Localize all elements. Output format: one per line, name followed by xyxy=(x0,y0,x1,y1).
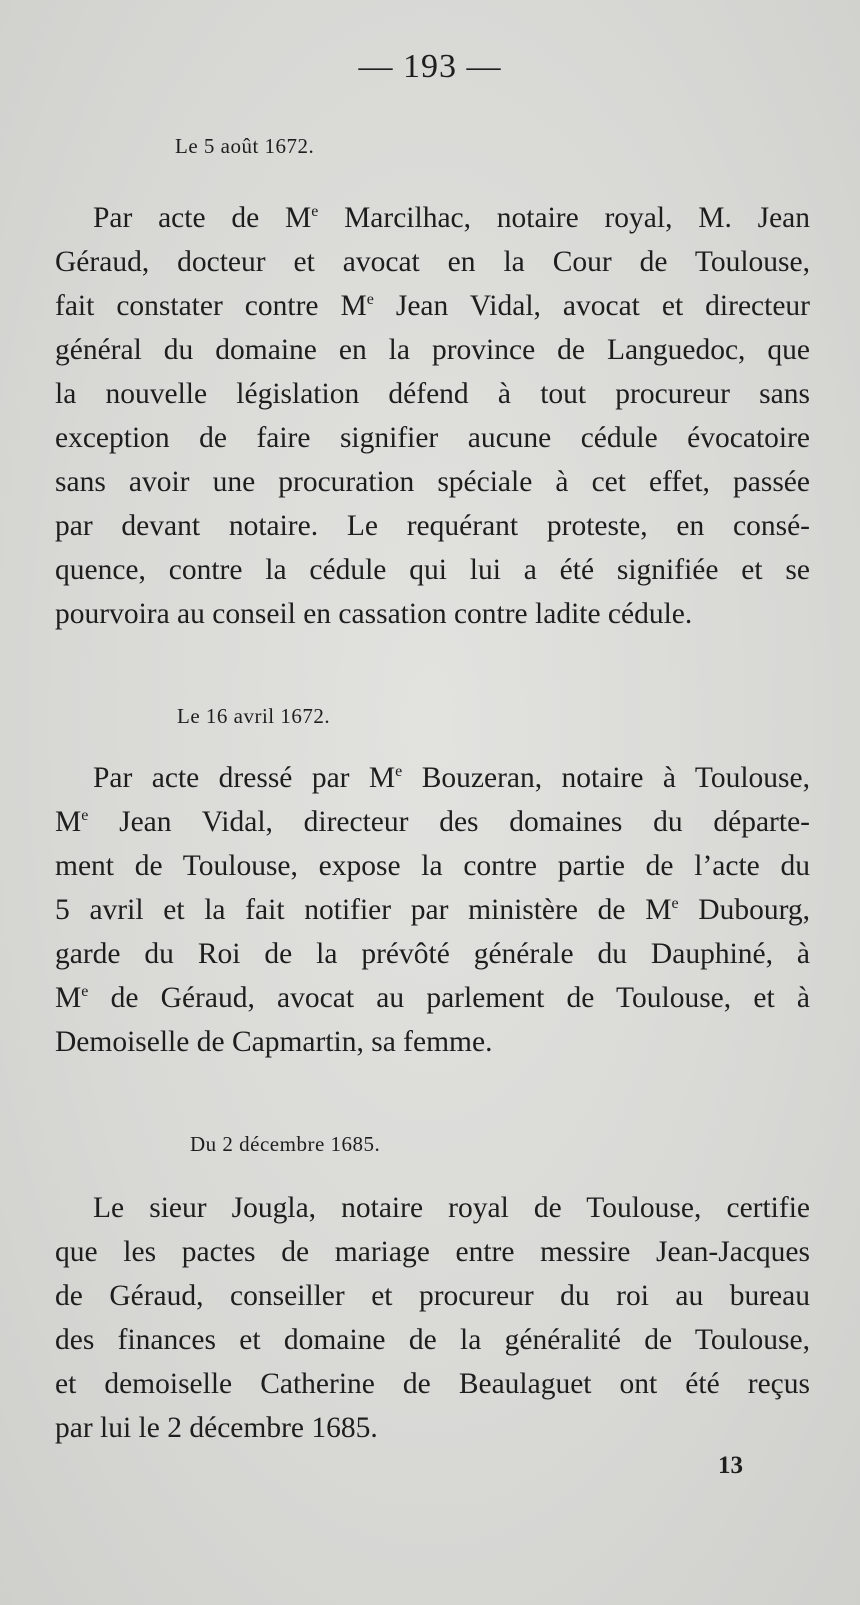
text-line: Le sieur Jougla, notaire royal de Toulouse, certifie xyxy=(93,1192,810,1224)
text-line: la nouvelle législation défend à tout procureur sans xyxy=(55,378,810,410)
entry-date: Du 2 décembre 1685. xyxy=(190,1132,381,1156)
entry-paragraph xyxy=(55,756,810,1064)
text-line: Demoiselle de Capmartin, sa femme. xyxy=(55,1026,493,1058)
entry-date: Le 5 août 1672. xyxy=(175,134,315,158)
text-line: des finances et domaine de la généralité de Toulouse, xyxy=(55,1324,810,1356)
entry-paragraph xyxy=(55,1186,810,1450)
text-line: Par acte de Me Marcilhac, notaire royal, M. Jean xyxy=(93,202,811,234)
text-line: Par acte dressé par Me Bouzeran, notaire à Toulouse, xyxy=(93,762,810,794)
entry-date: Le 16 avril 1672. xyxy=(177,704,331,728)
text-line: et demoiselle Catherine de Beaulaguet ont été reçus xyxy=(55,1368,810,1400)
text-line: Me de Géraud, avocat au parlement de Toulouse, et à xyxy=(55,982,810,1014)
text-line: exception de faire signifier aucune cédule évocatoire xyxy=(55,422,810,454)
text-line: pourvoira au conseil en cassation contre ladite cédule. xyxy=(55,598,693,630)
text-line: fait constater contre Me Jean Vidal, avocat et directeur xyxy=(55,290,810,322)
text-line: 5 avril et la fait notifier par ministère de Me Dubourg, xyxy=(55,894,810,926)
text-line: général du domaine en la province de Languedoc, que xyxy=(55,334,810,366)
text-line: Me Jean Vidal, directeur des domaines du départe- xyxy=(55,806,810,838)
text-line: par lui le 2 décembre 1685. xyxy=(55,1412,378,1444)
signature-mark: 13 xyxy=(718,1452,743,1479)
text-line: ment de Toulouse, expose la contre partie de l’acte du xyxy=(55,850,810,882)
text-line: quence, contre la cédule qui lui a été signifiée et se xyxy=(55,554,810,586)
entry-paragraph xyxy=(55,196,810,636)
text-line: par devant notaire. Le requérant proteste, en consé- xyxy=(55,510,810,542)
text-line: garde du Roi de la prévôté générale du Dauphiné, à xyxy=(55,938,810,970)
text-line: de Géraud, conseiller et procureur du roi au bureau xyxy=(55,1280,810,1312)
text-line: Géraud, docteur et avocat en la Cour de Toulouse, xyxy=(55,246,810,278)
text-line: sans avoir une procuration spéciale à cet effet, passée xyxy=(55,466,810,498)
page-number: — 193 — xyxy=(358,48,502,85)
text-line: que les pactes de mariage entre messire Jean-Jacques xyxy=(55,1236,810,1268)
